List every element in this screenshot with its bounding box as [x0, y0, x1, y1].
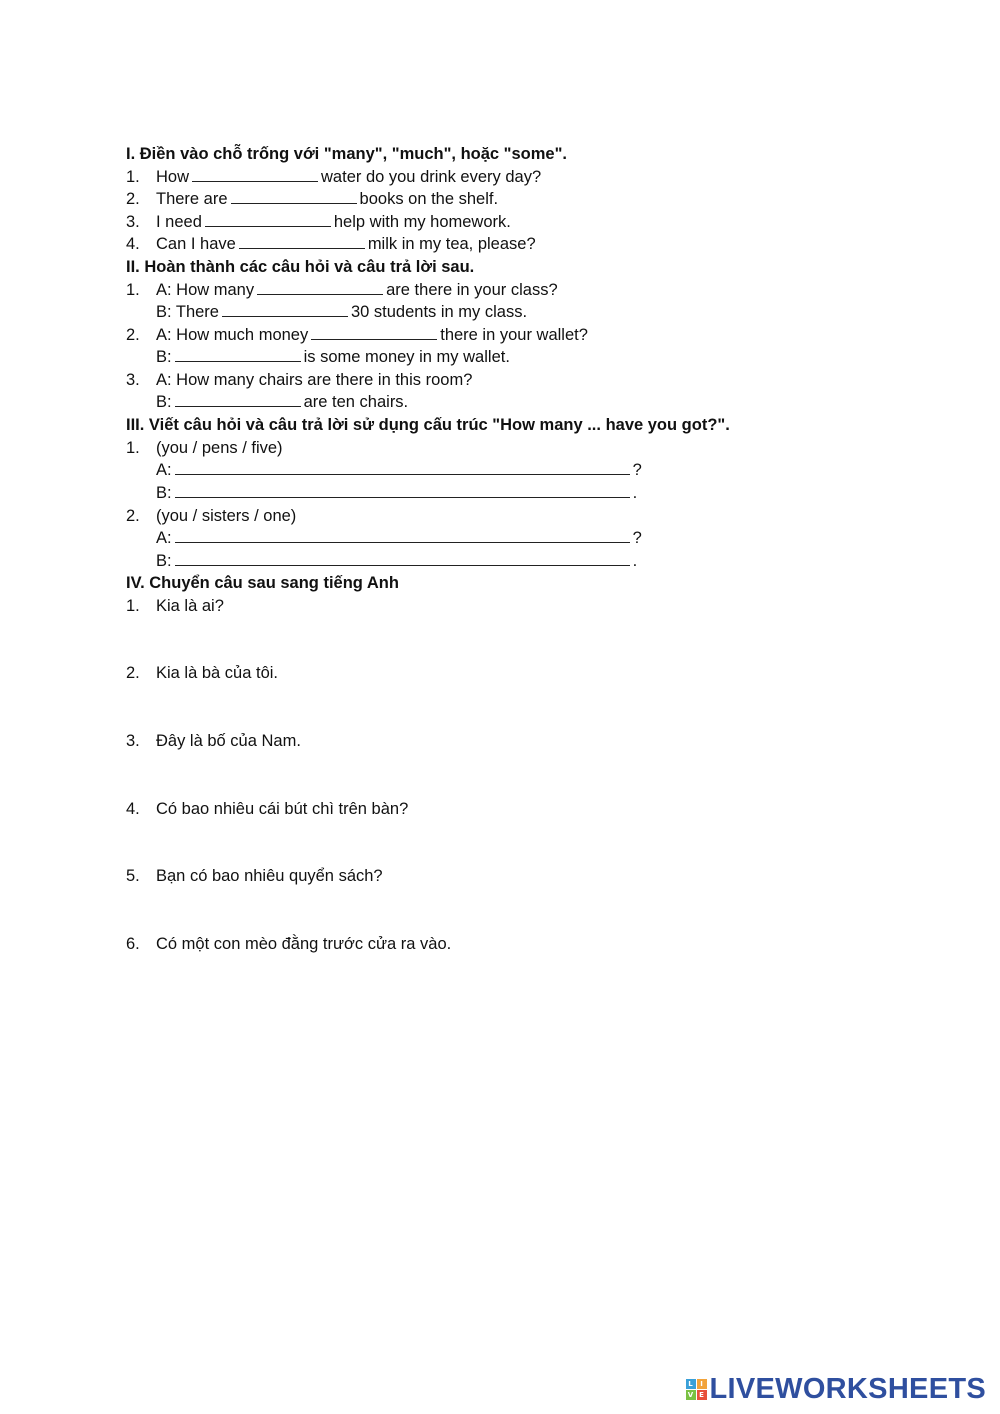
- logo-tiles-icon: [686, 1379, 707, 1400]
- item-number: 6.: [126, 935, 140, 953]
- logo-text: LIVEWORKSHEETS: [709, 1372, 986, 1405]
- section2-heading: II. Hoàn thành các câu hỏi và câu trả lời sau.: [126, 258, 475, 276]
- question-text-post: there in your wallet?: [440, 326, 588, 344]
- question-text: A: How many chairs are there in this room?: [156, 371, 473, 389]
- answer-text-post: is some money in my wallet.: [303, 348, 510, 366]
- answer-blank[interactable]: [231, 189, 357, 204]
- item-text: Bạn có bao nhiêu quyển sách?: [156, 867, 383, 885]
- a-end: ?: [632, 529, 642, 547]
- a-label: A:: [156, 529, 172, 547]
- item-text: Đây là bố của Nam.: [156, 732, 301, 750]
- answer-blank[interactable]: [311, 325, 437, 340]
- question-text-pre: A: How much money: [156, 326, 309, 344]
- item-text-pre: There are: [156, 190, 228, 208]
- answer-blank[interactable]: [205, 212, 331, 227]
- item-number: 1.: [126, 597, 140, 615]
- a-end: ?: [632, 461, 642, 479]
- logo-tile: V: [686, 1390, 696, 1400]
- item-prompt: (you / pens / five): [156, 439, 283, 457]
- item-number: 4.: [126, 800, 140, 818]
- answer-text-pre: B:: [156, 393, 172, 411]
- logo-tile: I: [697, 1379, 707, 1389]
- item-number: 2.: [126, 664, 140, 682]
- answer-blank[interactable]: [239, 234, 365, 249]
- item-number: 2.: [126, 190, 140, 208]
- answer-text-post: 30 students in my class.: [350, 303, 528, 321]
- item-text: Có bao nhiêu cái bút chì trên bàn?: [156, 800, 409, 818]
- answer-line[interactable]: [175, 483, 630, 498]
- answer-blank[interactable]: [175, 347, 301, 362]
- answer-line[interactable]: [175, 460, 630, 475]
- question-text-post: are there in your class?: [386, 281, 558, 299]
- liveworksheets-logo: [686, 1374, 987, 1404]
- b-end: .: [632, 552, 638, 570]
- answer-text-pre: B:: [156, 348, 172, 366]
- item-number: 3.: [126, 371, 140, 389]
- answer-text-post: are ten chairs.: [303, 393, 409, 411]
- item-text-pre: How: [156, 168, 190, 186]
- logo-tile: E: [697, 1390, 707, 1400]
- answer-blank[interactable]: [192, 167, 318, 182]
- item-text-post: water do you drink every day?: [321, 168, 542, 186]
- item-text-pre: I need: [156, 213, 202, 231]
- question-text-pre: A: How many: [156, 281, 255, 299]
- item-number: 4.: [126, 235, 140, 253]
- answer-blank[interactable]: [222, 302, 348, 317]
- a-label: A:: [156, 461, 172, 479]
- item-text: Kia là ai?: [156, 597, 224, 615]
- item-number: 3.: [126, 213, 140, 231]
- b-end: .: [632, 484, 638, 502]
- answer-blank[interactable]: [175, 392, 301, 407]
- b-label: B:: [156, 552, 172, 570]
- item-number: 2.: [126, 507, 140, 525]
- answer-blank[interactable]: [257, 280, 383, 295]
- item-number: 5.: [126, 867, 140, 885]
- item-number: 3.: [126, 732, 140, 750]
- item-text: Có một con mèo đằng trước cửa ra vào.: [156, 935, 452, 953]
- item-number: 1.: [126, 281, 140, 299]
- section4-heading: IV. Chuyển câu sau sang tiếng Anh: [126, 574, 399, 592]
- item-text: Kia là bà của tôi.: [156, 664, 278, 682]
- item-text-post: milk in my tea, please?: [367, 235, 536, 253]
- section3-heading: III. Viết câu hỏi và câu trả lời sử dụng cấu trúc "How many ... have you got?".: [126, 416, 730, 434]
- item-number: 2.: [126, 326, 140, 344]
- answer-text-pre: B: There: [156, 303, 219, 321]
- answer-line[interactable]: [175, 528, 630, 543]
- item-number: 1.: [126, 168, 140, 186]
- item-text-post: books on the shelf.: [359, 190, 499, 208]
- item-text-pre: Can I have: [156, 235, 236, 253]
- answer-line[interactable]: [175, 551, 630, 566]
- logo-tile: L: [686, 1379, 696, 1389]
- item-text-post: help with my homework.: [333, 213, 511, 231]
- b-label: B:: [156, 484, 172, 502]
- item-prompt: (you / sisters / one): [156, 507, 297, 525]
- item-number: 1.: [126, 439, 140, 457]
- section1-heading: I. Điền vào chỗ trống với "many", "much", hoặc "some".: [126, 145, 568, 163]
